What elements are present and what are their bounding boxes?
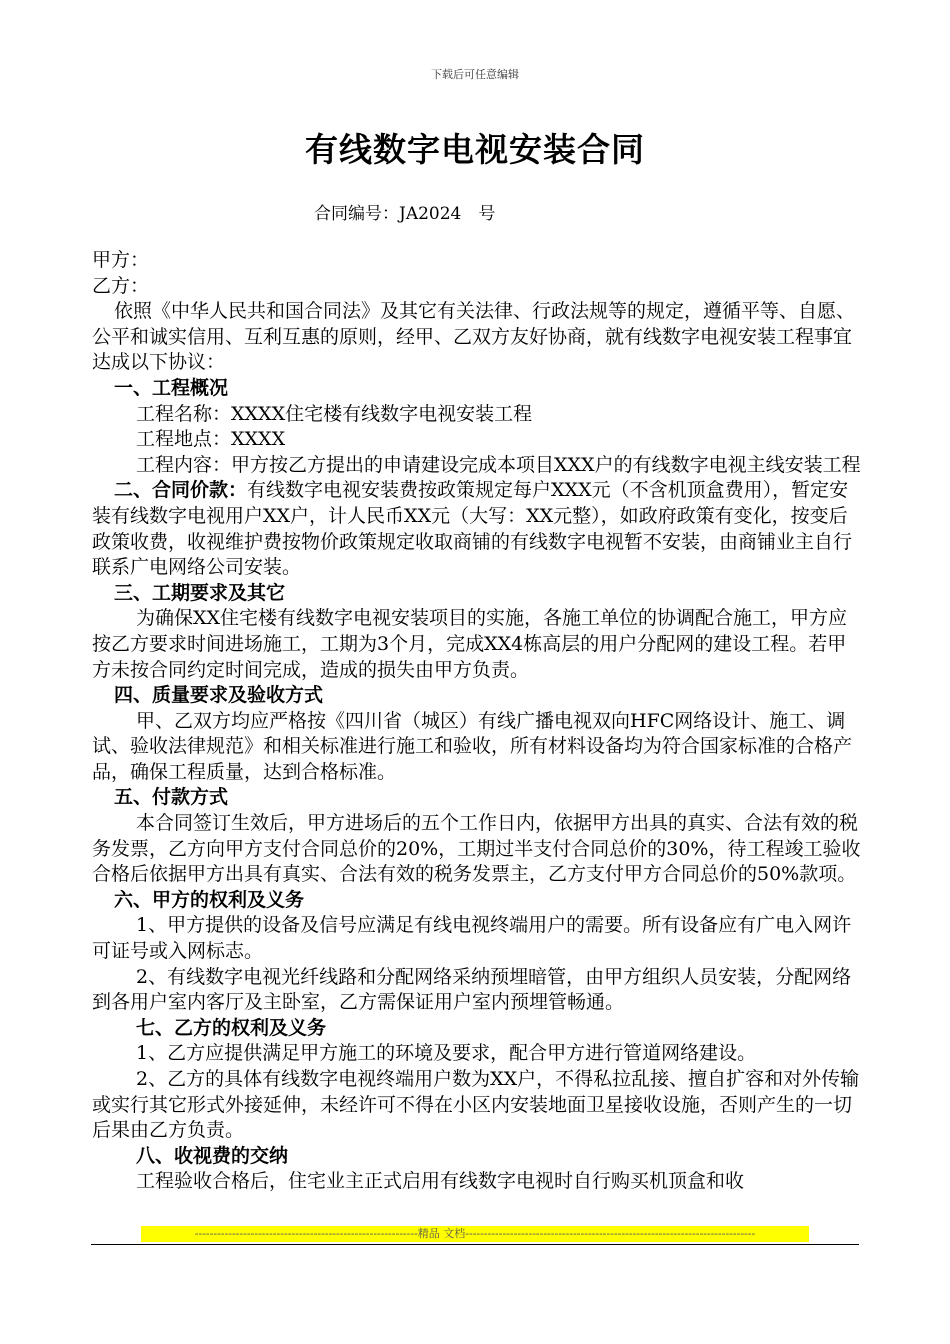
project-name: 工程名称：XXXX住宅楼有线数字电视安装工程 bbox=[136, 402, 533, 425]
section-8-heading: 八、收视费的交纳 bbox=[136, 1144, 289, 1167]
project-content: 工程内容：甲方按乙方提出的申请建设完成本项目XXX户的有线数字电视主线安装工程 bbox=[136, 453, 861, 476]
footer-divider bbox=[91, 1244, 859, 1245]
section-2-text: 有线数字电视安装费按政策规定每户XXX元（不含机顶盒费用），暂定安装有线数字电视用户XX户，计人民币XX元（大写：XX元整），如政府政策有变化，按变后政策收费，收视维护费按物价政策规定收取商铺的有线数字电视暂不安装，由商铺业主自行联系广电网络公司安装。 bbox=[92, 479, 853, 579]
section-4-heading: 四、质量要求及验收方式 bbox=[114, 684, 324, 707]
header-note: 下载后可任意编辑 bbox=[431, 68, 519, 81]
section-5-text: 本合同签订生效后，甲方进场后的五个工作日内，依据甲方出具的真实、合法有效的税务发票，乙方向甲方支付合同总价的20%，工期过半支付合同总价的30%，待工程竣工验收合格后依据甲方出具有真实、合法有效的税务发票主，乙方支付甲方合同总价的50%款项。 bbox=[92, 812, 861, 886]
contract-body bbox=[92, 248, 862, 1195]
section-1-heading: 一、工程概况 bbox=[114, 376, 229, 399]
document-title: 有线数字电视安装合同 bbox=[305, 130, 645, 169]
contract-number: 合同编号：JA2024 号 bbox=[314, 204, 496, 224]
section-4-text: 甲、乙双方均应严格按《四川省（城区）有线广播电视双向HFC网络设计、施工、调试、验收法律规范》和相关标准进行施工和验收，所有材料设备均为符合国家标准的合格产品，确保工程质量，达到合格标准。 bbox=[92, 709, 853, 783]
section-6-heading: 六、甲方的权利及义务 bbox=[114, 888, 305, 911]
section-3-text: 为确保XX住宅楼有线数字电视安装项目的实施，各施工单位的协调配合施工，甲方应按乙方要求时间进场施工，工期为3个月，完成XX4栋高层的用户分配网的建设工程。若甲方未按合同约定时间完成，造成的损失由甲方负责。 bbox=[92, 607, 848, 681]
intro-paragraph: 依照《中华人民共和国合同法》及其它有关法律、行政法规等的规定，遵循平等、自愿、公平和诚实信用、互利互惠的原则，经甲、乙双方友好协商，就有线数字电视安装工程事宜达成以下协议： bbox=[92, 300, 856, 374]
section-6-item-2: 2、有线数字电视光纤线路和分配网络采纳预埋暗管，由甲方组织人员安装，分配网络到各用户室内客厅及主卧室，乙方需保证用户室内预埋管畅通。 bbox=[92, 965, 852, 1014]
footer-watermark: ------------------------------------------------------------精品 文档------------------------------------------------------------------------------ bbox=[141, 1226, 809, 1242]
section-7-item-2: 2、乙方的具体有线数字电视终端用户数为XX户，不得私拉乱接、擅自扩容和对外传输或实行其它形式外接延伸，未经许可不得在小区内安装地面卫星接收设施，否则产生的一切后果由乙方负责。 bbox=[92, 1068, 860, 1142]
section-2-paragraph bbox=[92, 478, 862, 580]
section-3-heading: 三、工期要求及其它 bbox=[114, 581, 286, 604]
section-7-item-1: 1、乙方应提供满足甲方施工的环境及要求，配合甲方进行管道网络建设。 bbox=[136, 1042, 757, 1065]
section-8-text: 工程验收合格后，住宅业主正式启用有线数字电视时自行购买机顶盒和收 bbox=[136, 1170, 745, 1193]
section-5-heading: 五、付款方式 bbox=[114, 786, 229, 809]
section-6-item-1: 1、甲方提供的设备及信号应满足有线电视终端用户的需要。所有设备应有广电入网许可证号或入网标志。 bbox=[92, 914, 852, 963]
party-a: 甲方： bbox=[92, 249, 150, 271]
section-2-heading: 二、合同价款： bbox=[114, 479, 248, 502]
project-location: 工程地点：XXXX bbox=[136, 428, 286, 451]
party-b: 乙方： bbox=[92, 274, 150, 297]
section-7-heading: 七、乙方的权利及义务 bbox=[136, 1016, 327, 1039]
